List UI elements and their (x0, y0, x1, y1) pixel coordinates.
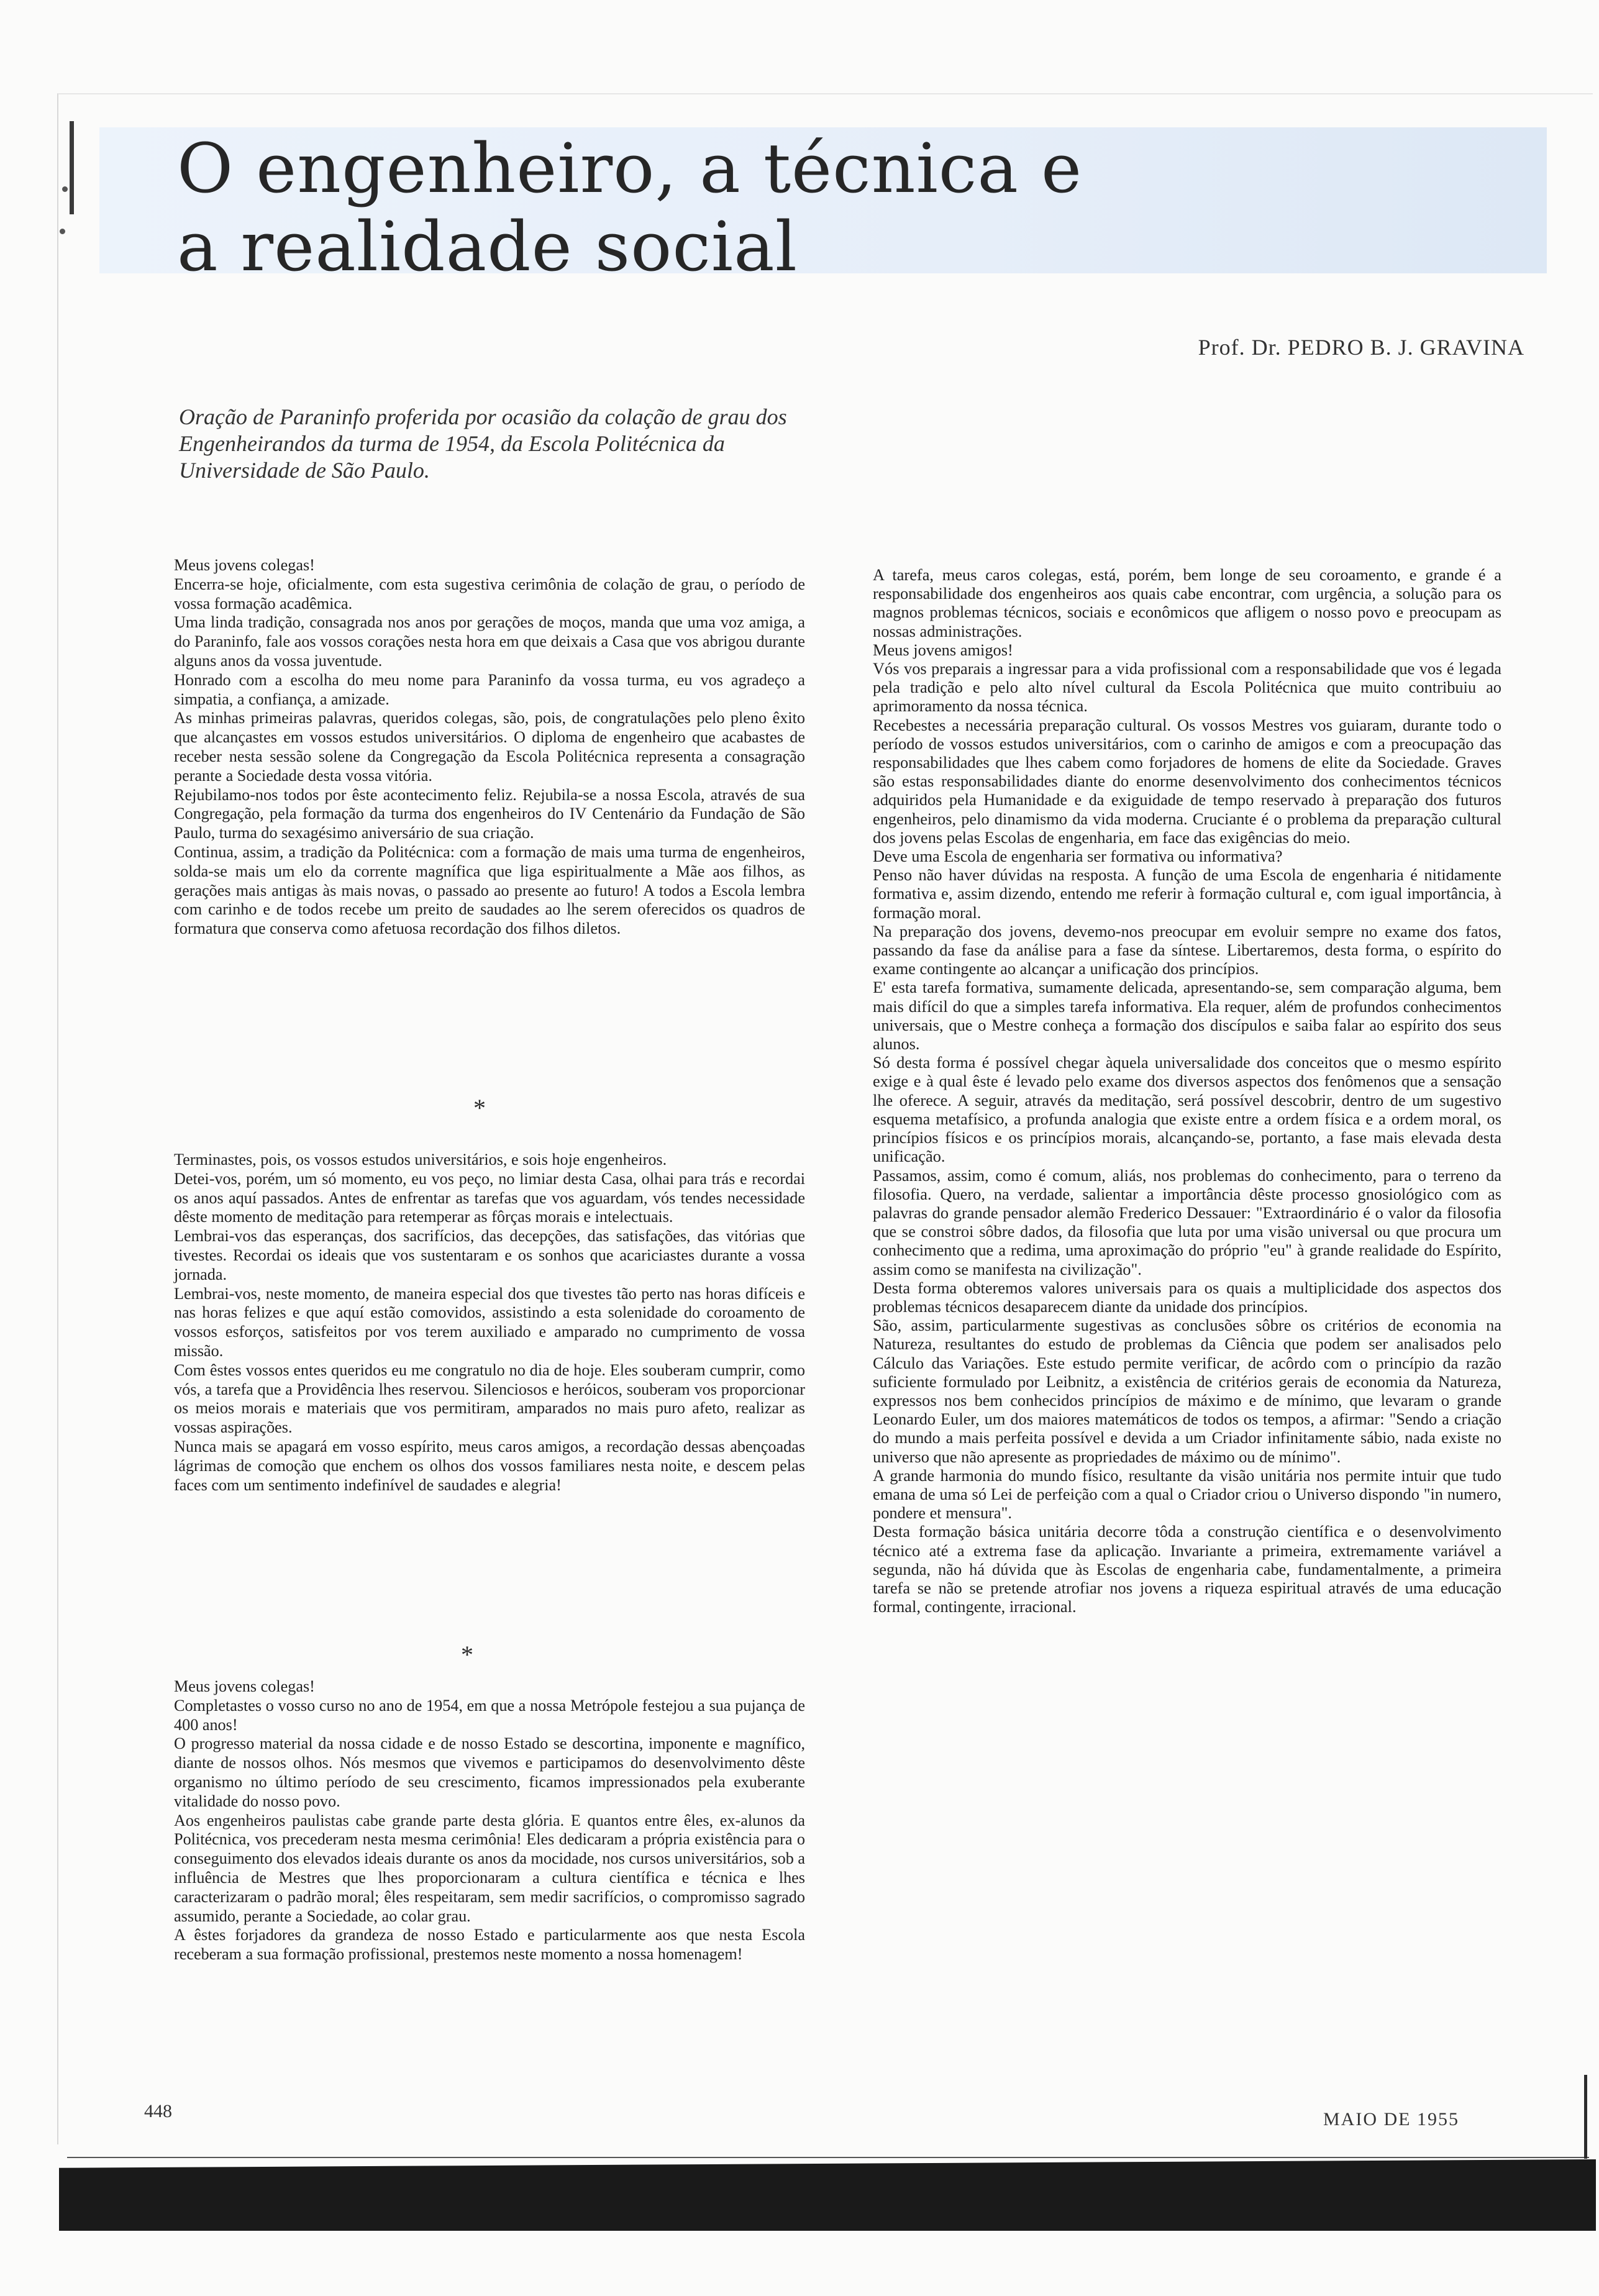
paragraph: Terminastes, pois, os vossos estudos universitários, e sois hoje engenheiros. (174, 1150, 667, 1168)
paragraph: Lembrai-vos das esperanças, dos sacrifícios, das decepções, das satisfações, das vitórias que tivestes. Recordai os ideais que vos sustentaram e os sonhos que acariciastes durante a vossa jornada. (174, 1227, 805, 1283)
paragraph: Na preparação dos jovens, devemo-nos preocupar em evoluir sempre no exame dos fatos, passando da fase da análise para a fase da síntese. Libertaremos, desta forma, o espírito do exame contingente ao alcançar a unificação dos princípios. (873, 921, 1501, 978)
right-column (873, 565, 1501, 1616)
paragraph: Passamos, assim, como é comum, aliás, nos problemas do conhecimento, para o terreno da filosofia. Quero, na verdade, salientar a importância dêste processo gnosiológico com as palavras do grande pensador alemão Frederico Dessauer: "Extraordinário é o valor da filosofia que se constroi sôbre dados, da filosofia que luta por uma visão universal ou que procura um conhecimento que a redima, uma aproximação do próprio "eu" à grande realidade do Espírito, assim como se manifesta na civilização". (873, 1165, 1501, 1278)
paragraph: Desta forma obteremos valores universais para os quais a multiplicidade dos aspectos dos problemas técnicos desaparecem diante da unidade dos princípios. (873, 1278, 1501, 1316)
paragraph: São, assim, particularmente sugestivas as conclusões sôbre os critérios de economia na Natureza, resultantes do estudo de problemas da Ciência que podem ser analisados pelo Cálculo das Variações. Este estudo permite verificar, de acôrdo com o princípio da razão suficiente formulado por Leibnitz, a existência de critérios gerais de economia da Natureza, expressos nos bem conhecidos princípios de máximo e de mínimo, que levaram o grande Leonardo Euler, um dos maiores matemáticos de todos os tempos, a afirmar: "Sendo a criação do mundo a mais perfeita possível e devida a um Criador infinitamente sábio, nada existe no universo que não apresente as propriedades de máximo ou de mínimo". (873, 1316, 1501, 1466)
paragraph: Penso não haver dúvidas na resposta. A função de uma Escola de engenharia é nitidamente formativa e, assim dizendo, entendo me referir à formação cultural e, com igual importância, à formação moral. (873, 865, 1501, 922)
scan-edge-mark (1584, 2075, 1587, 2159)
article-title-line-1: O engenheiro, a técnica e (177, 129, 1083, 208)
paragraph: Nunca mais se apagará em vosso espírito, meus caros amigos, a recordação dessas abençoadas lágrimas de comoção que enchem os olhos dos vossos familiares nesta noite, e descem pelas faces com um sentimento indefinível de saudades e alegria! (174, 1437, 805, 1494)
paragraph: O progresso material da nossa cidade e de nosso Estado se descortina, imponente e magnífico, diante de nossos olhos. Nós mesmos que vivemos e participamos do desenvolvimento dêste organismo no último período de seu crescimento, ficamos impressionados pela exuberante vitalidade do nosso povo. (174, 1734, 805, 1810)
paragraph: Meus jovens amigos! (873, 640, 1013, 659)
paragraph: Rejubilamo-nos todos por êste acontecimento feliz. Rejubila-se a nossa Escola, através de sua Congregação, pela formação da turma dos engenheiros do IV Centenário da Fundação de São Paulo, turma do sexagésimo aniversário de sua criação. (174, 785, 805, 842)
paragraph: Meus jovens colegas! (174, 1677, 315, 1695)
paragraph: Deve uma Escola de engenharia ser formativa ou informativa? (873, 847, 1283, 866)
section-separator-star: * (473, 1094, 486, 1122)
scan-dot (60, 229, 65, 234)
paragraph: Aos engenheiros paulistas cabe grande parte desta glória. E quantos entre êles, ex-alunos da Politécnica, vos precederam nesta mesma cerimônia! Eles dedicaram a própria existência para o conseguimento dos elevados ideais durante os anos da mocidade, nos cursos universitários, sob a influência de Mestres que lhes proporcionaram a cultura científica e técnica e lhes caracterizaram o padrão moral; êles respeitaram, sem medir sacrifícios, o compromisso sagrado assumido, perante a Sociedade, ao colar grau. (174, 1811, 805, 1925)
binding-mark (70, 121, 74, 214)
issue-date: MAIO DE 1955 (1323, 2109, 1459, 2130)
paragraph: Completastes o vosso curso no ano de 1954, em que a nossa Metrópole festejou a sua pujança de 400 anos! (174, 1696, 805, 1734)
left-column-section-3 (174, 1677, 805, 1964)
article-title-line-2: a realidade social (177, 207, 798, 286)
left-column-section-1 (174, 556, 805, 939)
section-separator-star: * (461, 1641, 473, 1669)
paragraph: Encerra-se hoje, oficialmente, com esta sugestiva cerimônia de colação de grau, o período de vossa formação acadêmica. (174, 575, 805, 613)
paragraph: Uma linda tradição, consagrada nos anos por gerações de moços, manda que uma voz amiga, a do Paraninfo, fale aos vossos corações nesta hora em que deixais a Casa que vos abrigou durante alguns anos da vossa juventude. (174, 613, 805, 670)
paragraph: Honrado com a escolha do meu nome para Paraninfo da vossa turma, eu vos agradeço a simpatia, a confiança, a amizade. (174, 670, 805, 708)
paragraph: Vós vos preparais a ingressar para a vida profissional com a responsabilidade que vos é legada pela tradição e pelo alto nível cultural da Escola Politécnica que muito contribuiu ao aprimoramento da nossa técnica. (873, 659, 1501, 716)
scan-dot (62, 186, 68, 192)
article-subtitle: Oração de Paraninfo proferida por ocasião da colação de grau dos Engenheirandos da turma de 1954, da Escola Politécnica da Universidade de São Paulo. (179, 404, 787, 483)
paragraph: Meus jovens colegas! (174, 556, 315, 574)
paragraph: A êstes forjadores da grandeza de nosso Estado e particularmente aos que nesta Escola receberam a sua formação profissional, prestemos neste momento a nossa homenagem! (174, 1926, 805, 1964)
page-number: 448 (144, 2101, 172, 2121)
paragraph: Continua, assim, a tradição da Politécnica: com a formação de mais uma turma de engenheiros, solda-se mais um elo da corrente magnífica que liga espiritualmente a Mãe aos filhos, as gerações mais antigas às mais novas, o passado ao presente ao futuro! A todos a Escola lembra com carinho e de todos recebe um preito de saudades ao lhe serem oferecidos os quadros de formatura que conserva como afetuosa recordação dos filhos diletos. (174, 842, 805, 938)
paragraph: Recebestes a necessária preparação cultural. Os vossos Mestres vos guiaram, durante todo o período de vossos estudos universitários, com o carinho de amigos e com a preocupação das responsabilidades que lhes cabem como forjadores de homens de elite da Sociedade. Graves são estas responsabilidades diante do enorme desenvolvimento dos conhecimentos técnicos adquiridos pela Humanidade e da exiguidade de tempo reservado à preparação dos futuros engenheiros, pelo dinamismo da vida moderna. Cruciante é o problema da preparação cultural dos jovens pelas Escolas de engenharia, em face das exigências do meio. (873, 715, 1501, 847)
paragraph: A grande harmonia do mundo físico, resultante da visão unitária nos permite intuir que tudo emana de uma só Lei de perfeição com a qual o Criador criou o Universo dispondo "in numero, pondere et mensura". (873, 1465, 1501, 1523)
scanner-shadow-bar (59, 2159, 1596, 2231)
paragraph: A tarefa, meus caros colegas, está, porém, bem longe de seu coroamento, e grande é a responsabilidade dos engenheiros aos quais cabe encontrar, com urgência, a solução para os magnos problemas técnicos, sociais e econômicos que afligem o nosso povo e preocupam as nossas administrações. (873, 565, 1501, 640)
paragraph: Desta formação básica unitária decorre tôda a construção científica e o desenvolvimento técnico até a extrema fase da aplicação. Invariante a primeira, extremamente variável a segunda, não há dúvida que às Escolas de engenharia cabe, fundamentalmente, a primeira tarefa se não se pretende atrofiar nos jovens a riqueza espiritual através de uma educação formal, contingente, irracional. (873, 1522, 1501, 1616)
paragraph: Só desta forma é possível chegar àquela universalidade dos conceitos que o mesmo espírito exige e à qual êste é levado pelo exame dos diversos aspectos dos fenômenos que a sensação lhe oferece. A seguir, através da meditação, será possível descobrir, dentro de um sugestivo esquema metafísico, a profunda analogia que existe entre a ordem física e a ordem moral, os princípios físicos e os princípios morais, alcançando-se, portanto, a fase mais elevada desta unificação. (873, 1053, 1501, 1166)
author-byline: Prof. Dr. PEDRO B. J. GRAVINA (1198, 335, 1524, 360)
paragraph: E' esta tarefa formativa, sumamente delicada, apresentando-se, sem comparação alguma, bem mais difícil do que a simples tarefa informativa. Ela requer, além de profundos conhecimentos universais, que o Mestre conheça a formação dos discípulos e saiba falar ao espírito dos seus alunos. (873, 978, 1501, 1054)
footer-rule (67, 2157, 1589, 2158)
paragraph: Detei-vos, porém, um só momento, eu vos peço, no limiar desta Casa, olhai para trás e recordai os anos aquí passados. Antes de enfrentar as tarefas que vos aguardam, vós tendes necessidade dêste momento de meditação para retemperar as fôrças morais e intelectuais. (174, 1169, 805, 1226)
paragraph: Com êstes vossos entes queridos eu me congratulo no dia de hoje. Eles souberam cumprir, como vós, a tarefa que a Providência lhes reservou. Silenciosos e heróicos, souberam vos proporcionar os meios morais e materiais que vos permitiram, amparados no mais puro afeto, realizar as vossas aspirações. (174, 1360, 805, 1437)
left-column-section-2 (174, 1150, 805, 1495)
paragraph: As minhas primeiras palavras, queridos colegas, são, pois, de congratulações pelo pleno êxito que alcançastes em vossos estudos universitários. O diploma de engenheiro que acabastes de receber nesta sessão solene da Congregação da Escola Politécnica representa a consagração perante a Sociedade desta vossa vitória. (174, 709, 805, 785)
article-title (177, 129, 1419, 286)
paragraph: Lembrai-vos, neste momento, de maneira especial dos que tivestes tão perto nas horas difíceis e nas horas felizes e que aquí estão comovidos, assistindo a esta solenidade do coroamento de vossos esforços, satisfeitos por vos terem auxiliado e amparado no cumprimento de vossa missão. (174, 1284, 805, 1360)
